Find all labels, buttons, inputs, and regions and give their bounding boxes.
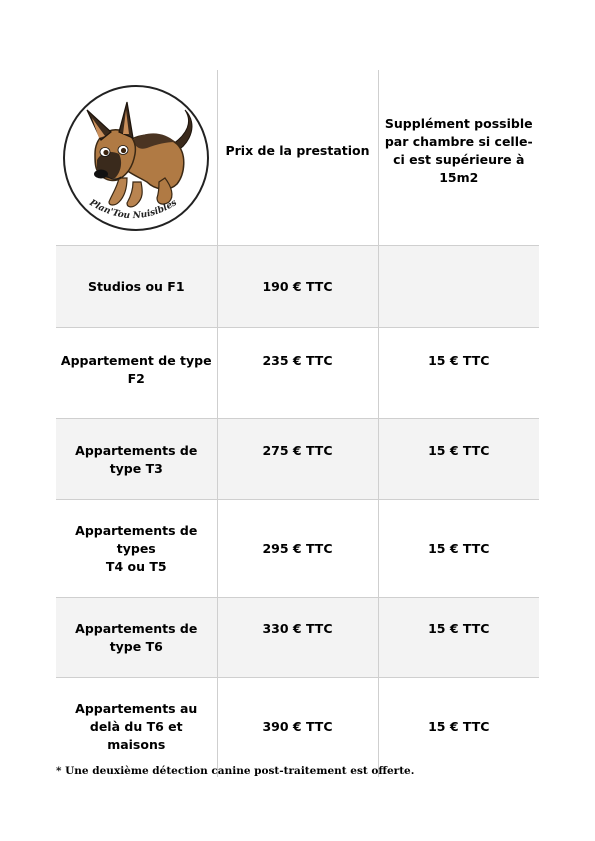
price-value: 235 € TTC xyxy=(262,353,333,368)
logo-cell xyxy=(56,70,217,246)
supplement-value: 15 € TTC xyxy=(428,540,490,556)
housing-type: Appartement de type F2 xyxy=(60,353,212,386)
logo-text: Plan'Tou Nuisibles xyxy=(87,197,180,221)
price-table xyxy=(56,70,539,777)
supplement-cell xyxy=(378,678,539,777)
price-cell xyxy=(217,246,378,328)
price-value: 190 € TTC xyxy=(262,278,333,294)
footnote: * Une deuxième détection canine post-traitement est offerte. xyxy=(56,765,415,777)
price-cell xyxy=(217,500,378,598)
housing-type-cell xyxy=(56,500,217,598)
header-supplement-label: Supplément possible par chambre si celle-ci est supérieure à 15m2 xyxy=(384,115,533,185)
table-header-row xyxy=(56,70,539,246)
supplement-value: 15 € TTC xyxy=(428,353,490,368)
housing-type-cell xyxy=(56,328,217,419)
table-row xyxy=(56,500,539,598)
price-cell xyxy=(217,598,378,678)
table-row xyxy=(56,246,539,328)
price-cell xyxy=(217,328,378,419)
price-value: 295 € TTC xyxy=(262,540,333,556)
price-cell xyxy=(217,419,378,500)
price-value: 330 € TTC xyxy=(262,621,333,636)
header-supplement xyxy=(378,70,539,246)
supplement-cell xyxy=(378,419,539,500)
housing-type-cell xyxy=(56,246,217,328)
table-row xyxy=(56,419,539,500)
price-cell xyxy=(217,678,378,777)
supplement-cell xyxy=(378,598,539,678)
price-value: 275 € TTC xyxy=(262,443,333,458)
dog-logo xyxy=(61,82,211,234)
housing-type: Appartements de type T3 xyxy=(75,443,198,476)
supplement-value: 15 € TTC xyxy=(428,621,490,636)
housing-type-cell xyxy=(56,678,217,777)
supplement-value: 15 € TTC xyxy=(428,719,490,735)
supplement-cell xyxy=(378,500,539,598)
supplement-value: 15 € TTC xyxy=(428,443,490,458)
housing-type-cell xyxy=(56,598,217,678)
supplement-cell xyxy=(378,246,539,328)
header-price xyxy=(217,70,378,246)
table-row xyxy=(56,678,539,777)
header-price-label: Prix de la prestation xyxy=(225,142,370,158)
housing-type: Studios ou F1 xyxy=(87,278,185,294)
supplement-cell xyxy=(378,328,539,419)
table-row xyxy=(56,328,539,419)
housing-type: Appartements au delà du T6 et maisons xyxy=(75,701,198,753)
housing-type-cell xyxy=(56,419,217,500)
table-row xyxy=(56,598,539,678)
price-value: 390 € TTC xyxy=(262,719,333,735)
housing-type: Appartements de types T4 ou T5 xyxy=(75,522,198,574)
housing-type: Appartements de type T6 xyxy=(75,621,198,654)
